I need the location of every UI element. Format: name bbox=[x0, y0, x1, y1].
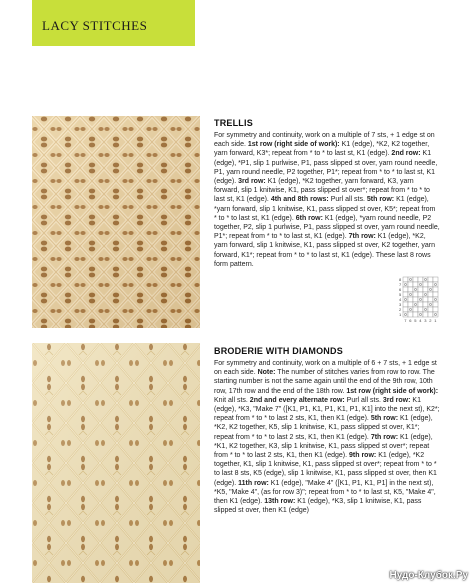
instruction-text: K1 (edge), *P1, slip 1 purlwise, P1, pass slipped st over, yarn round needle, P1, yarn round needle, P2 together, P1*; repeat from * to * to last st, K1 (edge). bbox=[214, 150, 438, 186]
chart-cell bbox=[423, 282, 428, 287]
chart-cell bbox=[428, 297, 433, 302]
instruction-text: K1 (edge), *yarn forward, slip 1 knitwise, K1, pass slipped st over, K5*; repeat from * to * to last st, K1 (edge). bbox=[214, 196, 436, 222]
instruction-text: For symmetry and continuity, work on a multiple of 6 + 7 sts, + 1 edge st on each side. bbox=[214, 360, 437, 377]
chart-cell bbox=[413, 307, 418, 312]
row-heading: 5th row: bbox=[366, 196, 395, 204]
chart-col-label: 6 bbox=[409, 318, 412, 323]
instruction-text: K1 (edge), *K3, "Make 7" ([K1, P1, K1, P1, K1, P1, K1] into the next st), K2*; repeat from * to * to last 2 sts, K1, then K1 (edge). bbox=[214, 396, 440, 423]
chart-col-label: 1 bbox=[434, 318, 437, 323]
chart-cell bbox=[418, 302, 423, 307]
chart-cell bbox=[403, 312, 408, 317]
page-title: LACY STITCHES bbox=[42, 18, 148, 33]
row-heading: 11th row: bbox=[238, 479, 269, 487]
chart-cell bbox=[408, 292, 413, 297]
chart-row-label: 6 bbox=[399, 287, 402, 292]
chart-cell bbox=[418, 297, 423, 302]
chart-col-label: 3 bbox=[424, 318, 427, 323]
trellis-section bbox=[214, 118, 440, 269]
chart-cell bbox=[433, 292, 438, 297]
row-heading: 2nd row: bbox=[391, 150, 421, 158]
chart-cell bbox=[423, 307, 428, 312]
instruction-text: K1 (edge), *K2, K2 together, yarn forward, K3*; repeat from * to * to last st, K1 (edge). bbox=[214, 141, 430, 158]
chart-cell bbox=[433, 287, 438, 292]
chart-cell bbox=[408, 307, 413, 312]
row-heading: 9th row: bbox=[349, 452, 377, 460]
chart-cell bbox=[433, 302, 438, 307]
chart-cell bbox=[418, 287, 423, 292]
chart-col-label: 7 bbox=[404, 318, 407, 323]
chart-cell bbox=[423, 292, 428, 297]
chart-row-label: 1 bbox=[399, 312, 402, 317]
instruction-text: K1 (edge), *yarn round needle, P2 together, P2, slip 1 purlwise, P1, pass slipped st over, yarn round needle, P1*; repeat from * to * to last st, K1 (edge). bbox=[214, 214, 440, 241]
instruction-text: K1 (edge), *K2 together, yarn forward, K3, yarn forward, slip 1 knitwise, K1, pass slipped st over*; repeat from * to * to last st, K1 (edge). bbox=[214, 178, 430, 204]
trellis-title: TRELLIS bbox=[214, 118, 253, 128]
broderie-title: BRODERIE WITH DIAMONDS bbox=[214, 346, 343, 356]
chart-cell bbox=[433, 282, 438, 287]
chart-cell bbox=[418, 307, 423, 312]
chart-cell bbox=[428, 307, 433, 312]
chart-cell bbox=[423, 302, 428, 307]
chart-cell bbox=[428, 292, 433, 297]
instruction-text: Purl all sts. bbox=[328, 196, 367, 204]
chart-cell bbox=[418, 312, 423, 317]
row-heading: 7th row: bbox=[348, 233, 376, 241]
chart-row-labels bbox=[399, 277, 402, 317]
chart-cell bbox=[433, 297, 438, 302]
chart-cell bbox=[423, 312, 428, 317]
chart-cell bbox=[428, 282, 433, 287]
chart-cell bbox=[428, 302, 433, 307]
instruction-text: K1 (edge), *K2, yarn forward, slip 1 knitwise, K1, pass slipped st over, K2 together, yarn forward, K1*; repeat from * to * to last st, K1 (edge). These last 8 rows form pattern. bbox=[214, 233, 435, 268]
chart-cell bbox=[403, 292, 408, 297]
chart-cell bbox=[413, 302, 418, 307]
chart-cell bbox=[413, 312, 418, 317]
chart-col-label: 5 bbox=[414, 318, 417, 323]
chart-cell bbox=[428, 277, 433, 282]
chart-cell bbox=[413, 277, 418, 282]
chart-cell bbox=[413, 292, 418, 297]
chart-col-label: 4 bbox=[419, 318, 422, 323]
broderie-instructions bbox=[214, 359, 440, 515]
chart-cell bbox=[403, 297, 408, 302]
chart-cell bbox=[403, 307, 408, 312]
chart-cell bbox=[423, 287, 428, 292]
row-heading: Note: bbox=[257, 369, 276, 377]
chart-cell bbox=[408, 287, 413, 292]
broderie-section bbox=[214, 346, 440, 515]
row-heading: 7th row: bbox=[370, 433, 399, 441]
instruction-text: K1 (edge), *K3, slip 1 knitwise, K1, pass slipped st over, then K1 (edge) bbox=[214, 498, 422, 515]
row-heading: 2nd and every alternate row: bbox=[249, 396, 345, 404]
chart-cell bbox=[418, 282, 423, 287]
trellis-stitch-chart bbox=[398, 275, 442, 327]
site-watermark: Нудо-Клубок.Ру bbox=[389, 570, 468, 581]
instruction-text: Knit all sts. bbox=[214, 396, 250, 404]
instruction-text: Purl all sts. bbox=[344, 396, 383, 404]
chart-row-label: 8 bbox=[399, 277, 402, 282]
instruction-text: The number of stitches varies from row to row. The starting number is not the same again until the end of the 9th row, 10th row, 17th row and the end of the 18th row. bbox=[214, 369, 435, 395]
chart-cell bbox=[403, 282, 408, 287]
chart-cell bbox=[413, 287, 418, 292]
chart-cell bbox=[408, 282, 413, 287]
instruction-text: K1 (edge), *K2, K2 together, K5, slip 1 knitwise, K1, pass slipped st over, K1*; repeat from * to * to last 2 sts, K1, then K1 (edge). bbox=[214, 415, 433, 441]
broderie-swatch-photo bbox=[32, 343, 200, 583]
chart-cell bbox=[403, 277, 408, 282]
row-heading: 5th row: bbox=[370, 415, 399, 423]
chart-row-label: 7 bbox=[399, 282, 402, 287]
chart-cell bbox=[433, 277, 438, 282]
chart-cell bbox=[413, 297, 418, 302]
chart-cell bbox=[403, 302, 408, 307]
chart-cell bbox=[433, 312, 438, 317]
chart-row-label: 2 bbox=[399, 307, 402, 312]
chart-cell bbox=[408, 297, 413, 302]
chart-cell bbox=[423, 297, 428, 302]
row-heading: 1st row (right side of work): bbox=[247, 141, 340, 149]
chart-cell bbox=[408, 302, 413, 307]
instruction-text: K1 (edge), *K2 together, K1, slip 1 knitwise, K1, pass slipped st over*; repeat from * to * to last 8 sts, K5 (edge), slip 1 knitwise, K1, pass slipped st over, then K1 (edge). bbox=[214, 452, 437, 487]
row-heading: 13th row: bbox=[264, 498, 296, 506]
chart-cell bbox=[418, 292, 423, 297]
row-heading: 1st row (right side of work): bbox=[346, 387, 439, 395]
instruction-text: For symmetry and continuity, work on a multiple of 7 sts, + 1 edge st on each side. bbox=[214, 132, 435, 149]
instruction-text: K1 (edge), *K1, K2 together, K3, slip 1 knitwise, K1, pass slipped st over*; repeat from * to * to last 2 sts, K1, then K1 (edge). bbox=[214, 433, 433, 460]
chart-row-label: 5 bbox=[399, 292, 402, 297]
section-header-band bbox=[32, 0, 195, 46]
chart-col-labels bbox=[404, 318, 437, 323]
instruction-text: K1 (edge), "Make 4" ([K1, P1, K1, P1] in the next st), *K5, "Make 4", (as for row 3)"; repeat from * to * to last st, K5, "Make 4", then K1 (edge). bbox=[214, 479, 436, 506]
row-heading: 6th row: bbox=[295, 214, 323, 222]
chart-cell bbox=[428, 287, 433, 292]
chart-row-label: 4 bbox=[399, 297, 402, 302]
chart-cell bbox=[433, 307, 438, 312]
chart-cell bbox=[413, 282, 418, 287]
chart-cell bbox=[428, 312, 433, 317]
chart-cell bbox=[408, 312, 413, 317]
chart-cell bbox=[408, 277, 413, 282]
chart-cell bbox=[418, 277, 423, 282]
chart-col-label: 2 bbox=[429, 318, 432, 323]
trellis-swatch-photo bbox=[32, 116, 200, 328]
row-heading: 4th and 8th rows: bbox=[270, 196, 329, 204]
row-heading: 3rd row: bbox=[382, 396, 411, 404]
trellis-instructions bbox=[214, 131, 440, 269]
chart-row-label: 3 bbox=[399, 302, 402, 307]
row-heading: 3rd row: bbox=[238, 178, 266, 186]
chart-cell bbox=[423, 277, 428, 282]
chart-grid bbox=[403, 277, 438, 317]
chart-cell bbox=[403, 287, 408, 292]
